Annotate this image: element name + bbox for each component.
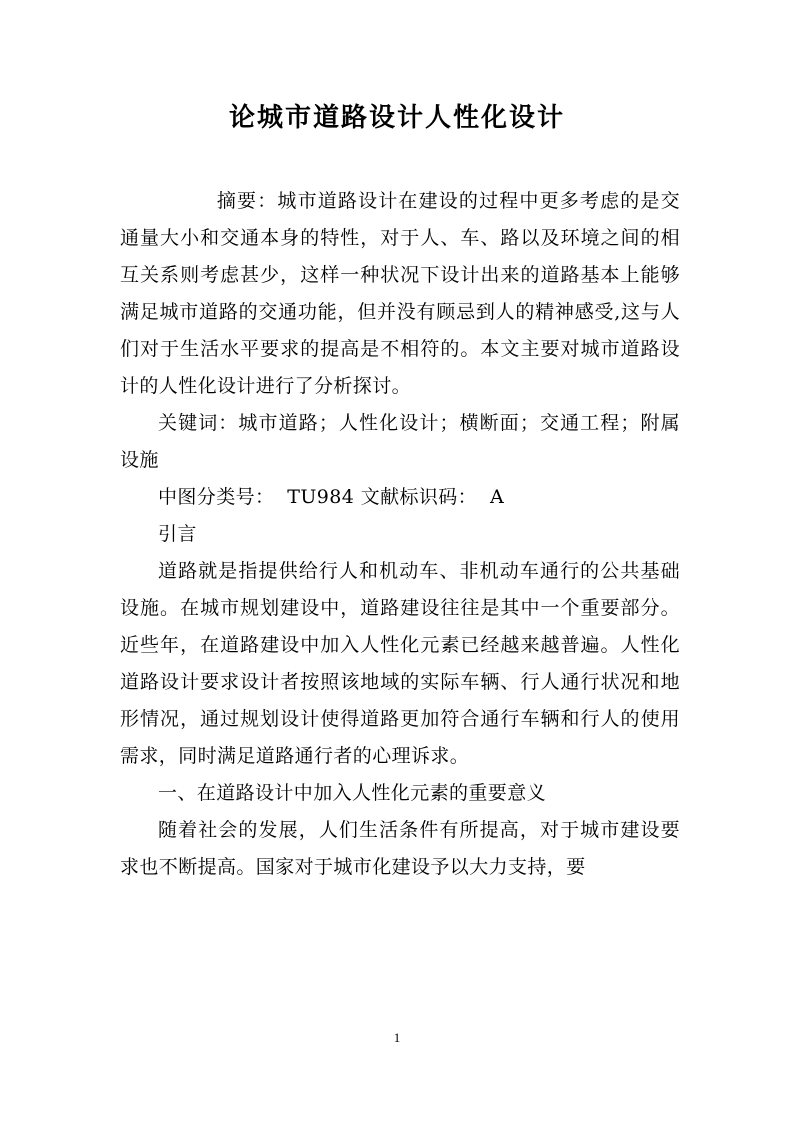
section-1-heading: 一、在道路设计中加入人性化元素的重要意义	[158, 782, 547, 804]
classification-line: 中图分类号： TU984 文献标识码： A	[158, 486, 505, 508]
intro-paragraph: 道路就是指提供给行人和机动车、非机动车通行的公共基础设施。在城市规划建设中，道路建设往往是其中一个重要部分。近些年，在道路建设中加入人性化元素已经越来越普遍。人性化道路设计要求设计者按照该地域的实际车辆、行人通行状况和地形情况，通过规划设计使得道路更加符合通行车辆和行人的使用需求，同时满足道路通行者的心理诉求。	[120, 560, 680, 767]
abstract-paragraph: 摘要：城市道路设计在建设的过程中更多考虑的是交通量大小和交通本身的特性，对于人、车、路以及环境之间的相互关系则考虑甚少，这样一种状况下设计出来的道路基本上能够满足城市道路的交通功能，但并没有顾忌到人的精神感受,这与人们对于生活水平要求的提高是不相符的。本文主要对城市道路设计的人性化设计进行了分析探讨。	[120, 190, 680, 397]
section-1-paragraph: 随着社会的发展，人们生活条件有所提高，对于城市建设要求也不断提高。国家对于城市化建设予以大力支持，要	[120, 819, 680, 878]
page-number: 1	[393, 1030, 401, 1045]
document-title: 论城市道路设计人性化设计	[228, 103, 565, 133]
document-body	[120, 183, 680, 886]
keywords-paragraph: 关键词：城市道路；人性化设计；横断面；交通工程；附属设施	[120, 412, 680, 471]
intro-heading: 引言	[158, 523, 197, 545]
